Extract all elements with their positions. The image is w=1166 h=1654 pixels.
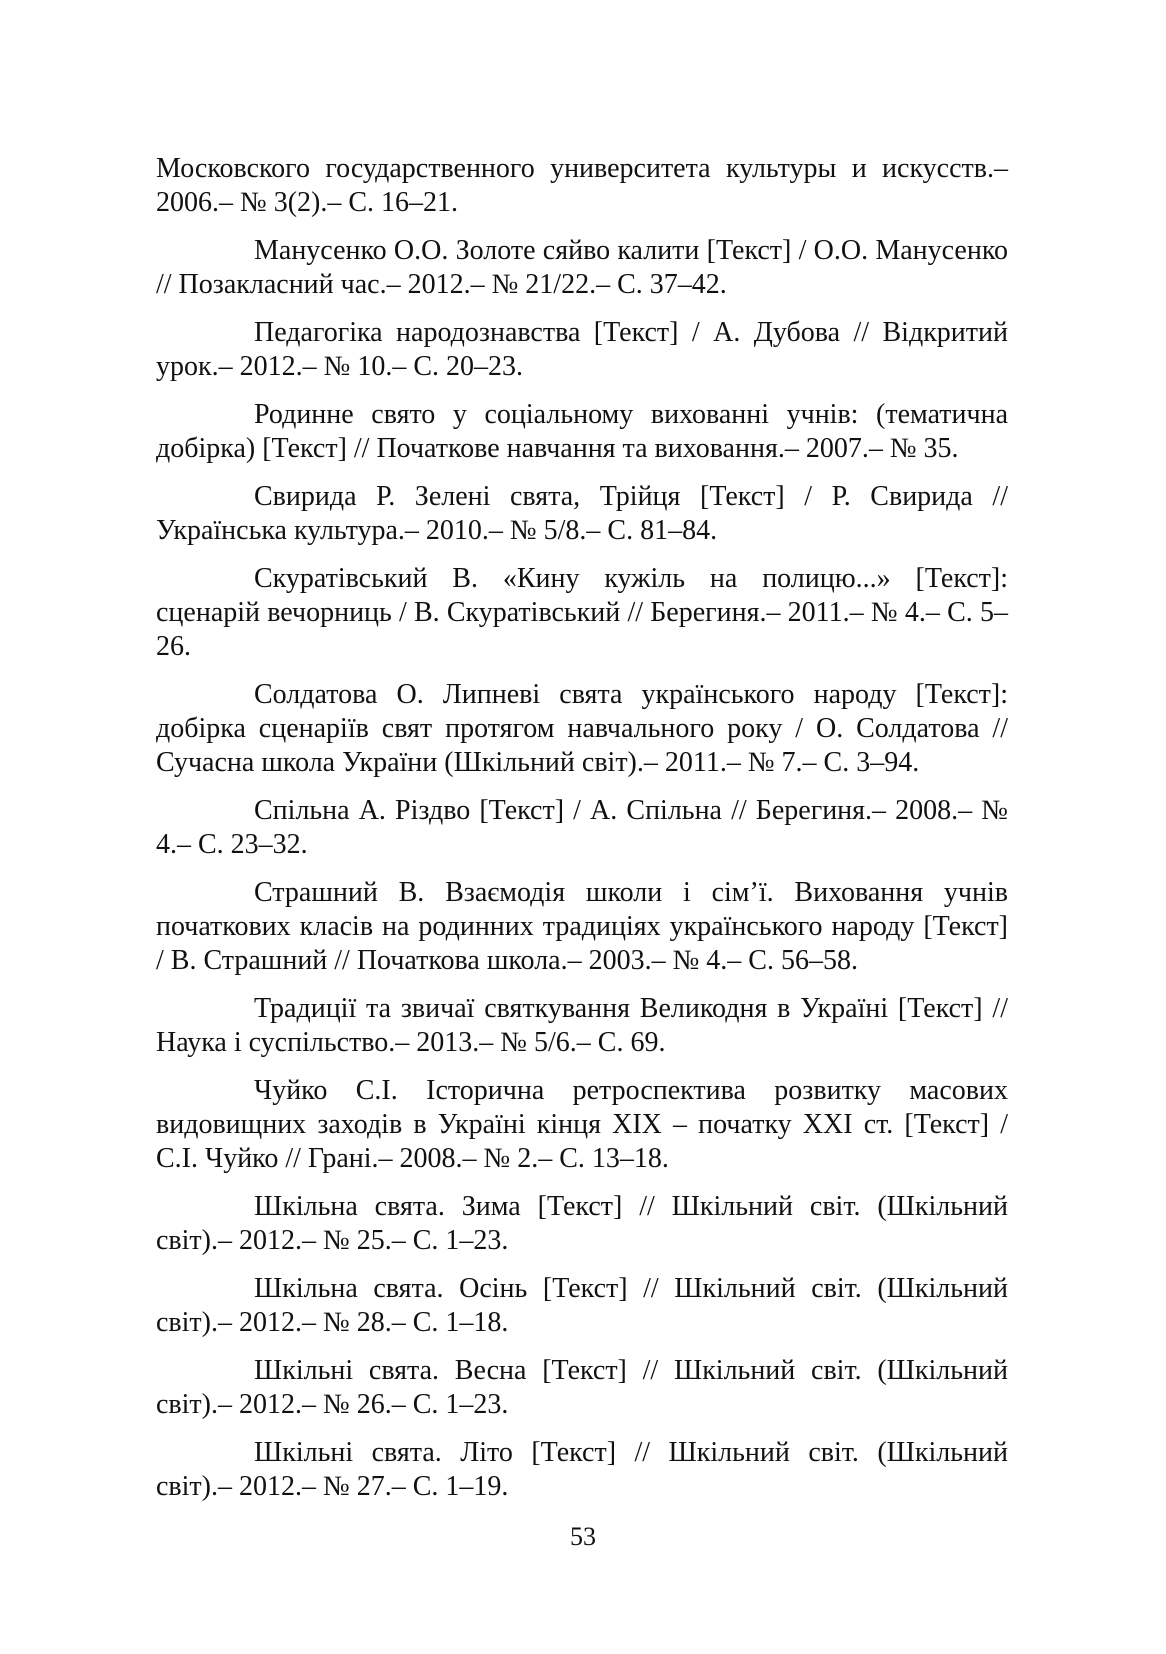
bibliography-entry: Страшний В. Взаємодія школи і сім’ї. Виховання учнів початкових класів на родинних традиціях українського народу [Текст] / В. Страшний // Початкова школа.– 2003.– № 4.– С. 56–58. [156,877,1008,976]
bibliography-list [156,152,1008,1518]
bibliography-entry: Манусенко О.О. Золоте сяйво калити [Текст] / О.О. Манусенко // Позакласний час.– 2012.– № 21/22.– С. 37–42. [156,235,1008,300]
bibliography-entry: Шкільні свята. Весна [Текст] // Шкільний світ. (Шкільний світ).– 2012.– № 26.– С. 1–23. [156,1355,1008,1420]
bibliography-entry: Скуратівський В. «Кину кужіль на полицю...» [Текст]: сценарій вечорниць / В. Скуратівський // Берегиня.– 2011.– № 4.– С. 5–26. [156,563,1008,662]
bibliography-entry: Свирида Р. Зелені свята, Трійця [Текст] / Р. Свирида // Українська культура.– 2010.– № 5/8.– С. 81–84. [156,481,1008,546]
bibliography-entry: Шкільна свята. Осінь [Текст] // Шкільний світ. (Шкільний світ).– 2012.– № 28.– С. 1–18. [156,1273,1008,1338]
bibliography-entry: Спільна А. Різдво [Текст] / А. Спільна // Берегиня.– 2008.– № 4.– С. 23–32. [156,795,1008,860]
page-number: 53 [570,1522,596,1551]
bibliography-entry: Солдатова О. Липневі свята українського народу [Текст]: добірка сценаріїв свят протягом навчального року / О. Солдатова // Сучасна школа України (Шкільний світ).– 2011.– № 7.– С. 3–94. [156,679,1008,778]
bibliography-entry: Чуйко С.І. Історична ретроспектива розвитку масових видовищних заходів в Україні кінця XIX – початку XXI ст. [Текст] / С.І. Чуйко // Грані.– 2008.– № 2.– С. 13–18. [156,1075,1008,1174]
bibliography-entry: Родинне свято у соціальному вихованні учнів: (тематична добірка) [Текст] // Початкове навчання та виховання.– 2007.– № 35. [156,399,1008,464]
bibliography-entry: Шкільна свята. Зима [Текст] // Шкільний світ. (Шкільний світ).– 2012.– № 25.– С. 1–23. [156,1191,1008,1256]
bibliography-entry: Московского государственного университета культуры и искусств.– 2006.– № 3(2).– С. 16–21. [156,153,1008,218]
bibliography-entry: Традиції та звичаї святкування Великодня в Україні [Текст] // Наука і суспільство.– 2013.– № 5/6.– С. 69. [156,993,1008,1058]
bibliography-entry: Педагогіка народознавства [Текст] / А. Дубова // Відкритий урок.– 2012.– № 10.– С. 20–23. [156,317,1008,382]
bibliography-entry: Шкільні свята. Літо [Текст] // Шкільний світ. (Шкільний світ).– 2012.– № 27.– С. 1–19. [156,1437,1008,1502]
